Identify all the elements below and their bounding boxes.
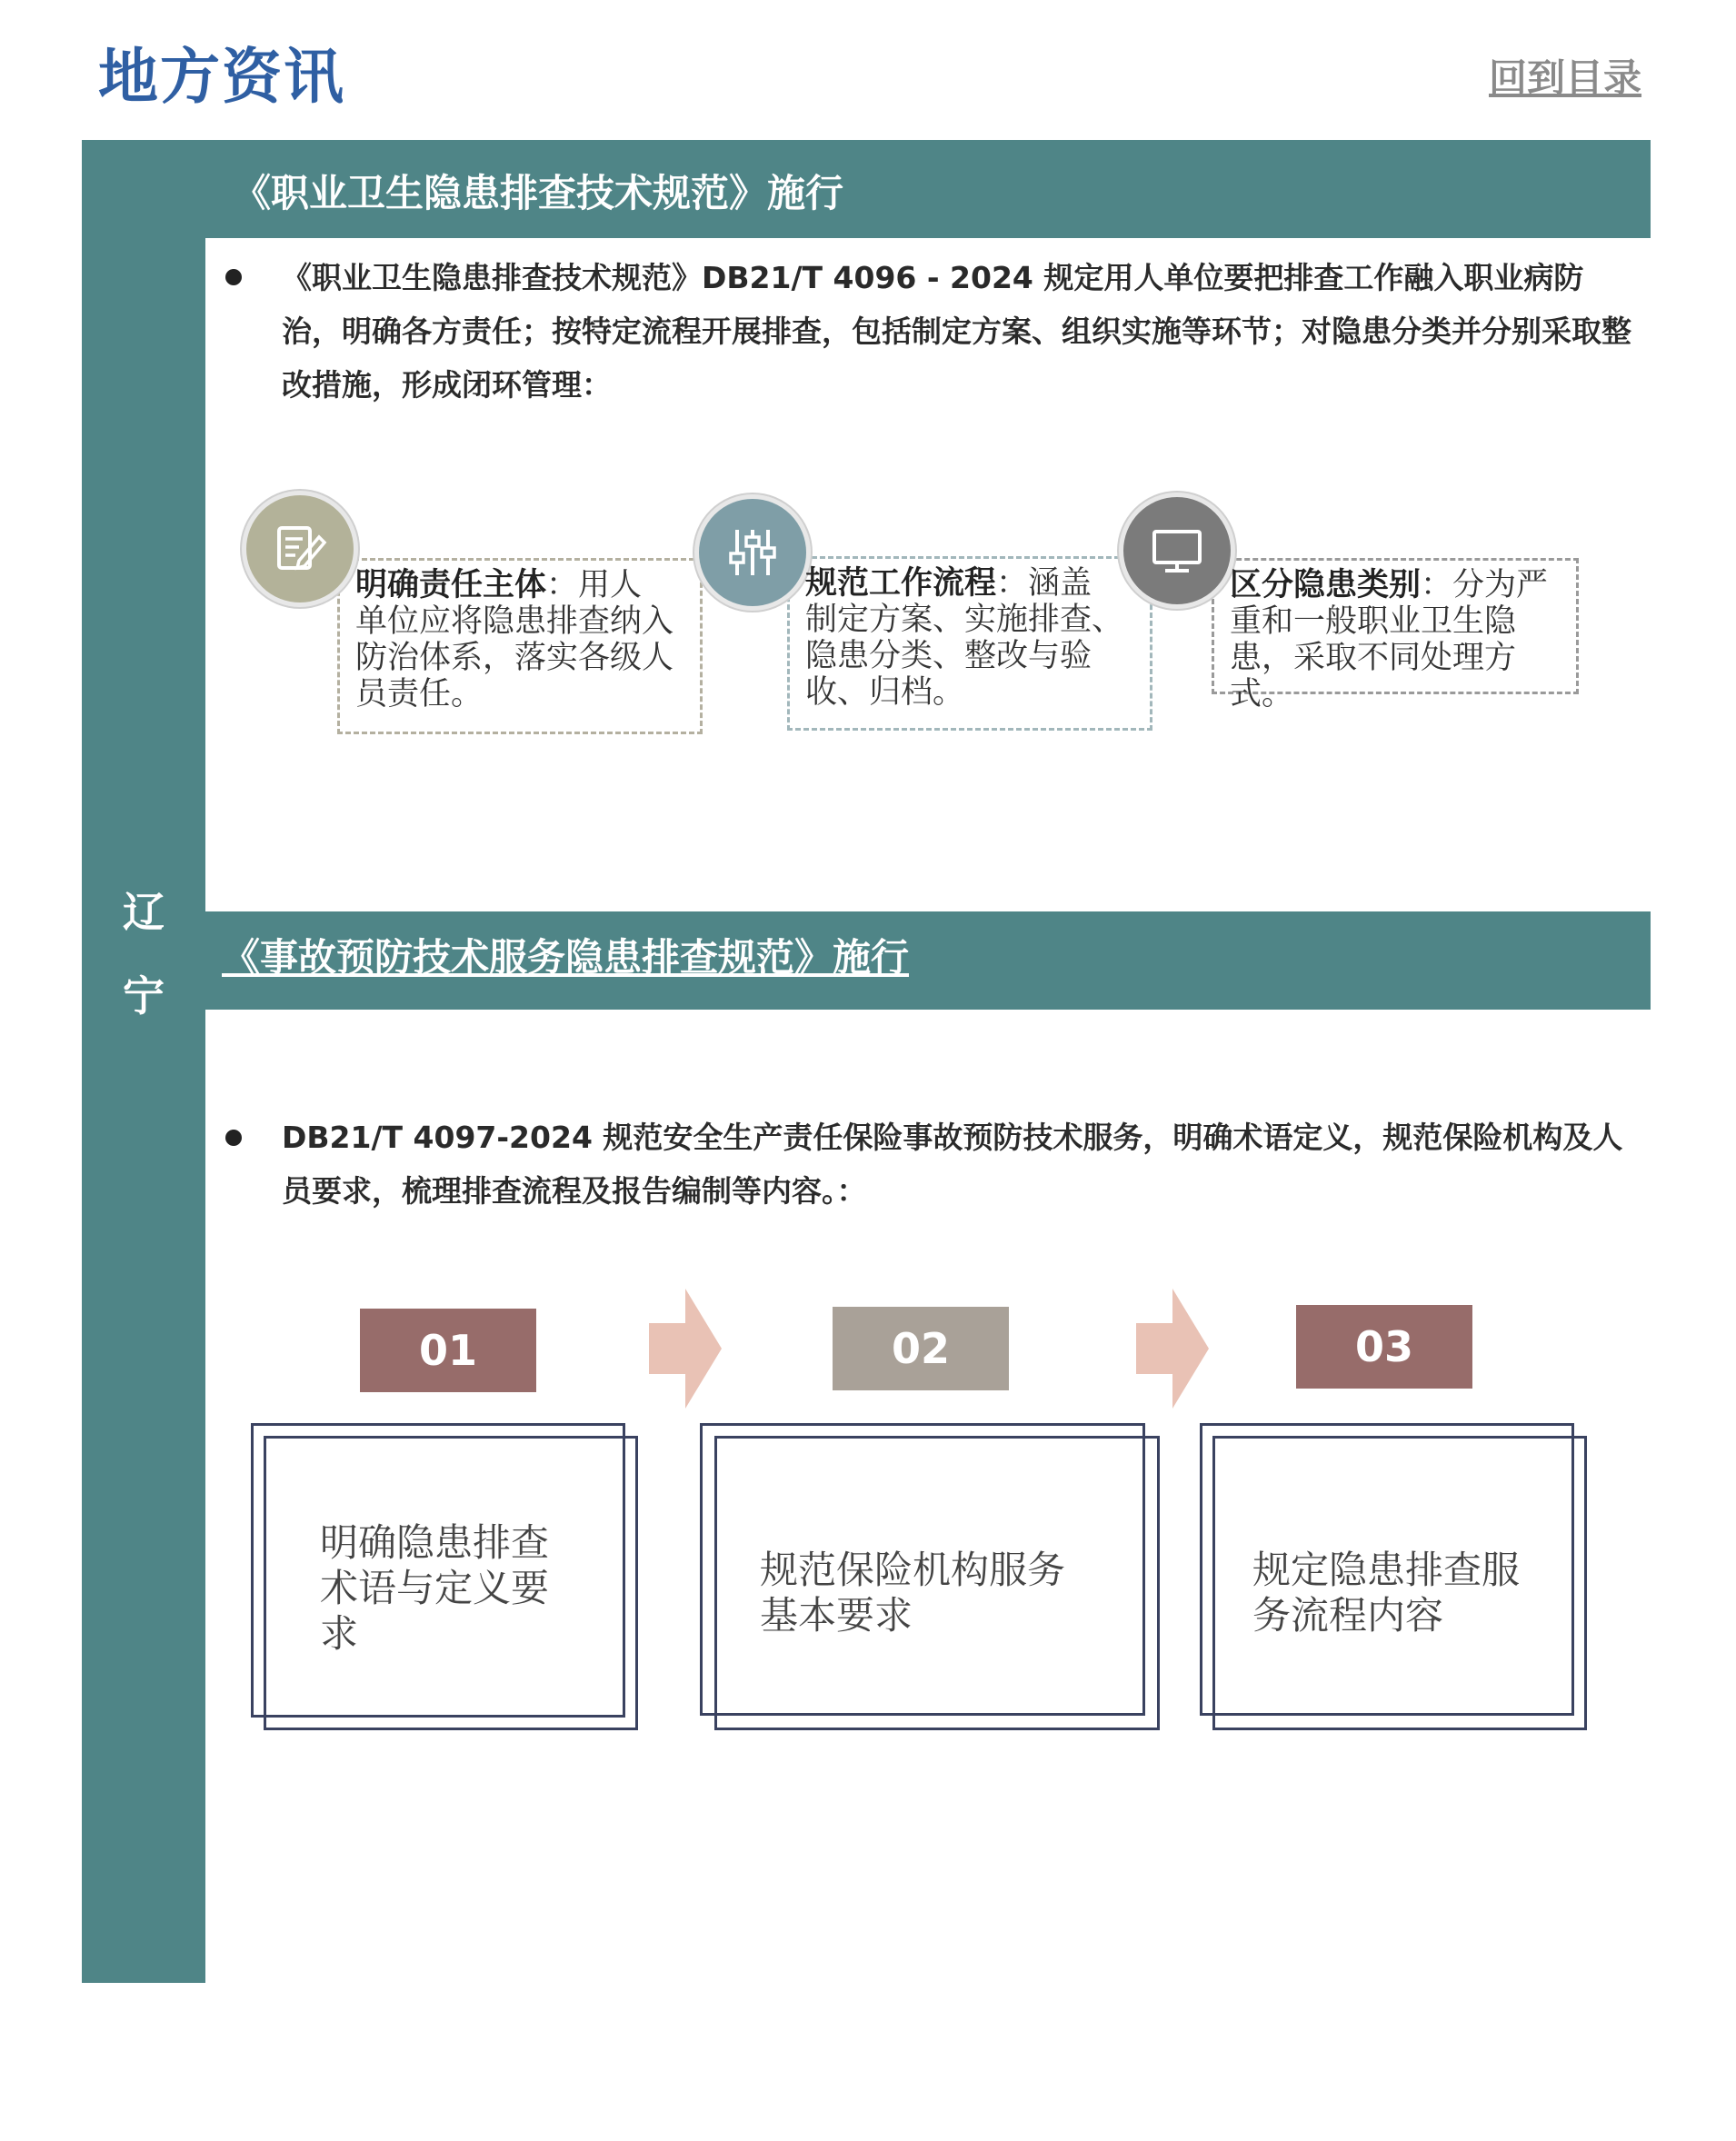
region-label-line1: 辽 [123, 888, 165, 937]
step-2-text: 规范保险机构服务基本要求 [760, 1548, 1066, 1638]
item-heading: 规范工作流程 [805, 565, 997, 602]
region-label [115, 871, 173, 1038]
step-number-02: 02 [833, 1307, 1009, 1390]
bullet-dot [225, 269, 242, 285]
back-to-contents-link[interactable]: 回到目录 [1489, 55, 1642, 100]
item-text: ：涵盖制定方案、实施排查、隐患分类、整改与验收、归档。 [805, 565, 1124, 711]
section2-title[interactable]: 《事故预防技术服务隐患排查规范》施行 [222, 935, 910, 980]
section2-paragraph: DB21/T 4097-2024 规范安全生产责任保险事故预防技术服务，明确术语定义，规范保险机构及人员要求，梳理排查流程及报告编制等内容。： [282, 1120, 1623, 1209]
arrow-right-icon [1136, 1289, 1209, 1409]
sliders-icon [694, 494, 811, 611]
item-heading: 明确责任主体 [355, 567, 547, 603]
bullet-dot [225, 1130, 242, 1146]
item-text: ：分为严重和一般职业卫生隐患，采取不同处理方式。 [1230, 567, 1549, 712]
responsibility-text [355, 567, 673, 712]
hazard-category-text [1230, 567, 1566, 712]
arrow-right-icon [649, 1289, 722, 1409]
page-title: 地方资讯 [98, 42, 345, 112]
region-sidebar [82, 140, 205, 1983]
item-heading: 区分隐患类别 [1230, 567, 1422, 603]
edit-note-icon [242, 491, 358, 607]
item-text: ：用人单位应将隐患排查纳入防治体系，落实各级人员责任。 [355, 567, 674, 712]
workflow-text [805, 565, 1123, 711]
step-number-03: 03 [1296, 1305, 1472, 1389]
region-label-line2: 宁 [123, 971, 165, 1021]
monitor-icon [1119, 493, 1235, 609]
step-3-text: 规定隐患排查服务流程内容 [1252, 1548, 1521, 1638]
step-number-01: 01 [360, 1309, 536, 1392]
section1-paragraph: 《职业卫生隐患排查技术规范》DB21/T 4096 - 2024 规定用人单位要把排查工作融入职业病防治，明确各方责任；按特定流程开展排查，包括制定方案、组织实施等环节；对隐患分类并分别采取整改措施，形成闭环管理： [282, 260, 1631, 403]
section1-title: 《职业卫生隐患排查技术规范》施行 [233, 171, 844, 215]
step-1-text: 明确隐患排查术语与定义要求 [320, 1520, 550, 1656]
